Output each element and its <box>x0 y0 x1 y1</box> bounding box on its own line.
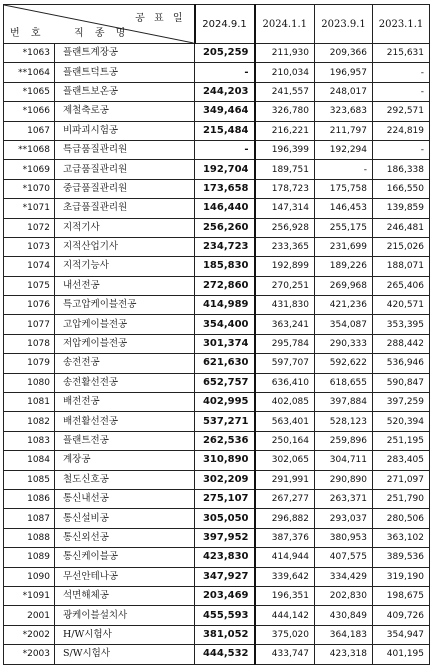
wage-2024-9-1: 272,860 <box>195 276 255 295</box>
wage-2024-9-1: 397,952 <box>195 528 255 547</box>
wage-2024-1-1: 256,928 <box>255 218 315 237</box>
job-name: 고압케이블전공 <box>55 315 195 334</box>
job-code: *1066 <box>4 102 55 121</box>
job-code: 2001 <box>4 606 55 625</box>
wage-2024-9-1: 537,271 <box>195 412 255 431</box>
wage-2023-1-1: 353,395 <box>373 315 430 334</box>
wage-2024-1-1: 291,991 <box>255 470 315 489</box>
wage-2023-9-1: 290,333 <box>315 334 373 353</box>
job-name: 플랜트계장공 <box>55 44 195 63</box>
job-name: 저압케이블전공 <box>55 334 195 353</box>
wage-2024-1-1: 433,747 <box>255 645 315 664</box>
job-code: *1070 <box>4 179 55 198</box>
job-name-label: 직 종 명 <box>74 28 130 39</box>
wage-2024-1-1: 211,930 <box>255 44 315 63</box>
wage-2024-9-1: 402,995 <box>195 393 255 412</box>
wage-2023-9-1: 407,575 <box>315 548 373 567</box>
wage-2023-1-1: 363,102 <box>373 528 430 547</box>
job-code: 1082 <box>4 412 55 431</box>
job-code: *2003 <box>4 645 55 664</box>
wage-2023-1-1: 397,259 <box>373 393 430 412</box>
job-code: 1078 <box>4 334 55 353</box>
job-code: *1071 <box>4 199 55 218</box>
table-body <box>4 44 430 665</box>
wage-2023-1-1: 251,790 <box>373 489 430 508</box>
wage-2024-9-1: 305,050 <box>195 509 255 528</box>
table-row <box>4 63 430 82</box>
wage-2023-9-1: 202,830 <box>315 586 373 605</box>
wage-2024-1-1: 363,241 <box>255 315 315 334</box>
job-name: 통신케이블공 <box>55 548 195 567</box>
wage-2024-9-1: 215,484 <box>195 121 255 140</box>
job-code: 1073 <box>4 237 55 256</box>
table-row <box>4 296 430 315</box>
table-row <box>4 237 430 256</box>
wage-2023-9-1: 354,087 <box>315 315 373 334</box>
job-code: 1089 <box>4 548 55 567</box>
wage-2024-9-1: 301,374 <box>195 334 255 353</box>
announce-date-label: 공 표 일 <box>135 13 186 24</box>
date-header-1: 2024.9.1 <box>195 5 255 44</box>
job-code: *1065 <box>4 82 55 101</box>
job-name: 초급품질관리원 <box>55 199 195 218</box>
table-row <box>4 82 430 101</box>
wage-2024-1-1: 444,142 <box>255 606 315 625</box>
job-code: 1090 <box>4 567 55 586</box>
table-row <box>4 606 430 625</box>
wage-2023-1-1: 186,338 <box>373 160 430 179</box>
wage-2024-9-1: 185,830 <box>195 257 255 276</box>
wage-2023-1-1: 139,859 <box>373 199 430 218</box>
wage-2024-1-1: 241,557 <box>255 82 315 101</box>
wage-2023-9-1: 209,366 <box>315 44 373 63</box>
wage-2023-1-1: 319,190 <box>373 567 430 586</box>
job-code: 1085 <box>4 470 55 489</box>
table-row <box>4 470 430 489</box>
job-code: 1084 <box>4 451 55 470</box>
wage-2023-1-1: - <box>373 82 430 101</box>
header-diagonal-cell <box>4 5 195 44</box>
job-name: 비파괴시험공 <box>55 121 195 140</box>
wage-2024-1-1: 387,376 <box>255 528 315 547</box>
job-name: S/W시험사 <box>55 645 195 664</box>
date-header-4: 2023.1.1 <box>373 5 430 44</box>
table-row <box>4 44 430 63</box>
wage-2024-1-1: 597,707 <box>255 354 315 373</box>
wage-2023-1-1: 401,195 <box>373 645 430 664</box>
wage-2023-9-1: 146,453 <box>315 199 373 218</box>
wage-2023-9-1: 397,884 <box>315 393 373 412</box>
job-name: 통신설비공 <box>55 509 195 528</box>
wage-2023-9-1: 248,017 <box>315 82 373 101</box>
wage-2023-9-1: 364,183 <box>315 625 373 644</box>
job-name: 계장공 <box>55 451 195 470</box>
job-name: 고급품질관리원 <box>55 160 195 179</box>
wage-2023-1-1: 246,481 <box>373 218 430 237</box>
wage-2024-9-1: 349,464 <box>195 102 255 121</box>
wage-2023-1-1: 590,847 <box>373 373 430 392</box>
job-name: 송전활선전공 <box>55 373 195 392</box>
wage-2023-1-1: 389,536 <box>373 548 430 567</box>
wage-2024-9-1: 146,440 <box>195 199 255 218</box>
table-row <box>4 179 430 198</box>
wage-2023-1-1: 520,394 <box>373 412 430 431</box>
job-code: **1068 <box>4 140 55 159</box>
job-name: 배전전공 <box>55 393 195 412</box>
wage-2023-1-1: 265,406 <box>373 276 430 295</box>
wage-2024-1-1: 295,784 <box>255 334 315 353</box>
job-name: 특급품질관리원 <box>55 140 195 159</box>
wage-2024-9-1: 347,927 <box>195 567 255 586</box>
wage-2024-9-1: - <box>195 140 255 159</box>
wage-2023-1-1: 224,819 <box>373 121 430 140</box>
job-name: 광케이블설치사 <box>55 606 195 625</box>
wage-2023-1-1: 536,946 <box>373 354 430 373</box>
wage-2024-1-1: 196,399 <box>255 140 315 159</box>
wage-2024-1-1: 210,034 <box>255 63 315 82</box>
job-code: *1091 <box>4 586 55 605</box>
wage-2023-9-1: 290,890 <box>315 470 373 489</box>
wage-2024-9-1: 302,209 <box>195 470 255 489</box>
wage-2024-9-1: 244,203 <box>195 82 255 101</box>
wage-2023-9-1: 192,294 <box>315 140 373 159</box>
table-row <box>4 625 430 644</box>
wage-2023-1-1: 251,195 <box>373 431 430 450</box>
job-name: 플랜트덕트공 <box>55 63 195 82</box>
job-name: 석면해체공 <box>55 586 195 605</box>
wage-2024-1-1: 375,020 <box>255 625 315 644</box>
wage-2024-1-1: 431,830 <box>255 296 315 315</box>
table-row <box>4 334 430 353</box>
wage-2024-9-1: 262,536 <box>195 431 255 450</box>
wage-2024-1-1: 192,899 <box>255 257 315 276</box>
header-row <box>4 5 430 44</box>
job-code: 1087 <box>4 509 55 528</box>
table-row <box>4 393 430 412</box>
wage-2023-1-1: 354,947 <box>373 625 430 644</box>
job-code: 1080 <box>4 373 55 392</box>
wage-2023-9-1: 380,953 <box>315 528 373 547</box>
wage-2023-1-1: 271,097 <box>373 470 430 489</box>
table-row <box>4 412 430 431</box>
wage-2023-1-1: 292,571 <box>373 102 430 121</box>
wage-2023-1-1: - <box>373 63 430 82</box>
wage-2024-1-1: 636,410 <box>255 373 315 392</box>
job-name: 무선안테나공 <box>55 567 195 586</box>
job-name: 지적기사 <box>55 218 195 237</box>
wage-2023-9-1: 175,758 <box>315 179 373 198</box>
wage-2024-9-1: 234,723 <box>195 237 255 256</box>
wage-2023-9-1: 269,968 <box>315 276 373 295</box>
wage-2023-1-1: 288,442 <box>373 334 430 353</box>
table-row <box>4 218 430 237</box>
job-name: 배전활선전공 <box>55 412 195 431</box>
job-name: 제철축로공 <box>55 102 195 121</box>
job-code: 1067 <box>4 121 55 140</box>
wage-2024-1-1: 147,314 <box>255 199 315 218</box>
wage-2024-1-1: 339,642 <box>255 567 315 586</box>
job-name: 중급품질관리원 <box>55 179 195 198</box>
table-row <box>4 451 430 470</box>
wage-2024-1-1: 402,085 <box>255 393 315 412</box>
job-code: 1072 <box>4 218 55 237</box>
job-name: 송전전공 <box>55 354 195 373</box>
wage-2024-9-1: 381,052 <box>195 625 255 644</box>
job-code: 1083 <box>4 431 55 450</box>
job-name: 플랜트보온공 <box>55 82 195 101</box>
wage-2023-1-1: 283,405 <box>373 451 430 470</box>
wage-2023-9-1: 528,123 <box>315 412 373 431</box>
wage-2023-9-1: 255,175 <box>315 218 373 237</box>
wage-2024-9-1: 205,259 <box>195 44 255 63</box>
job-code: *1063 <box>4 44 55 63</box>
wage-2023-9-1: 231,699 <box>315 237 373 256</box>
wage-2024-1-1: 178,723 <box>255 179 315 198</box>
table-row <box>4 199 430 218</box>
wage-2024-1-1: 326,780 <box>255 102 315 121</box>
wage-2023-1-1: 420,571 <box>373 296 430 315</box>
job-name: 지적산업기사 <box>55 237 195 256</box>
wage-2024-1-1: 250,164 <box>255 431 315 450</box>
table-row <box>4 160 430 179</box>
table-row <box>4 102 430 121</box>
wage-2024-1-1: 189,751 <box>255 160 315 179</box>
wage-2024-9-1: 203,469 <box>195 586 255 605</box>
wage-2024-1-1: 216,221 <box>255 121 315 140</box>
table-row <box>4 373 430 392</box>
table-row <box>4 315 430 334</box>
job-name: 지적기능사 <box>55 257 195 276</box>
wage-2023-9-1: 618,655 <box>315 373 373 392</box>
job-name: 통신외선공 <box>55 528 195 547</box>
wage-2023-9-1: 430,849 <box>315 606 373 625</box>
wage-2024-9-1: 652,757 <box>195 373 255 392</box>
code-label: 번 호 <box>10 28 45 39</box>
table-row <box>4 509 430 528</box>
job-code: 1075 <box>4 276 55 295</box>
job-code: *1069 <box>4 160 55 179</box>
wage-2023-1-1: 215,631 <box>373 44 430 63</box>
job-name: 특고압케이블전공 <box>55 296 195 315</box>
wage-2023-1-1: 409,726 <box>373 606 430 625</box>
wage-2024-1-1: 414,944 <box>255 548 315 567</box>
job-code: **1064 <box>4 63 55 82</box>
wage-2023-1-1: - <box>373 140 430 159</box>
job-code: 1074 <box>4 257 55 276</box>
job-code: 1076 <box>4 296 55 315</box>
table-row <box>4 140 430 159</box>
wage-2024-1-1: 270,251 <box>255 276 315 295</box>
wage-2024-9-1: 455,593 <box>195 606 255 625</box>
table-row <box>4 354 430 373</box>
wage-2024-9-1: 354,400 <box>195 315 255 334</box>
wage-2023-9-1: 196,957 <box>315 63 373 82</box>
wage-2024-1-1: 302,065 <box>255 451 315 470</box>
wage-2024-9-1: 621,630 <box>195 354 255 373</box>
job-name: 통신내선공 <box>55 489 195 508</box>
wage-2023-9-1: 293,037 <box>315 509 373 528</box>
job-name: H/W시험사 <box>55 625 195 644</box>
wage-2024-9-1: 414,989 <box>195 296 255 315</box>
wage-2023-9-1: 423,318 <box>315 645 373 664</box>
wage-2023-1-1: 280,506 <box>373 509 430 528</box>
wage-2023-9-1: 259,896 <box>315 431 373 450</box>
job-code: 1086 <box>4 489 55 508</box>
wage-2023-1-1: 188,071 <box>373 257 430 276</box>
table-row <box>4 586 430 605</box>
table-row <box>4 528 430 547</box>
job-name: 내선전공 <box>55 276 195 295</box>
job-code: 1088 <box>4 528 55 547</box>
wage-2024-9-1: 444,532 <box>195 645 255 664</box>
table-row <box>4 276 430 295</box>
table-row <box>4 567 430 586</box>
date-header-2: 2024.1.1 <box>255 5 315 44</box>
wage-2024-1-1: 563,401 <box>255 412 315 431</box>
job-code: *2002 <box>4 625 55 644</box>
table-row <box>4 548 430 567</box>
job-name: 플랜트전공 <box>55 431 195 450</box>
date-header-3: 2023.9.1 <box>315 5 373 44</box>
wage-table <box>3 4 430 665</box>
wage-2023-1-1: 166,550 <box>373 179 430 198</box>
wage-2024-9-1: 256,260 <box>195 218 255 237</box>
job-code: 1079 <box>4 354 55 373</box>
wage-2024-9-1: 192,704 <box>195 160 255 179</box>
wage-2023-9-1: - <box>315 160 373 179</box>
wage-2024-1-1: 267,277 <box>255 489 315 508</box>
wage-2024-1-1: 233,365 <box>255 237 315 256</box>
wage-2024-9-1: - <box>195 63 255 82</box>
wage-2024-1-1: 296,882 <box>255 509 315 528</box>
table-row <box>4 257 430 276</box>
job-code: 1081 <box>4 393 55 412</box>
wage-2023-9-1: 304,711 <box>315 451 373 470</box>
table-row <box>4 489 430 508</box>
job-name: 철도신호공 <box>55 470 195 489</box>
table-row <box>4 121 430 140</box>
table-row <box>4 645 430 664</box>
wage-2024-9-1: 275,107 <box>195 489 255 508</box>
wage-2023-9-1: 421,236 <box>315 296 373 315</box>
wage-2024-9-1: 310,890 <box>195 451 255 470</box>
wage-2023-9-1: 263,371 <box>315 489 373 508</box>
wage-2023-9-1: 334,429 <box>315 567 373 586</box>
wage-2023-9-1: 211,797 <box>315 121 373 140</box>
wage-2023-9-1: 323,683 <box>315 102 373 121</box>
job-code: 1077 <box>4 315 55 334</box>
wage-2024-1-1: 196,351 <box>255 586 315 605</box>
wage-2024-9-1: 423,830 <box>195 548 255 567</box>
table-row <box>4 431 430 450</box>
wage-2023-1-1: 215,026 <box>373 237 430 256</box>
wage-2023-9-1: 592,622 <box>315 354 373 373</box>
wage-2023-9-1: 189,226 <box>315 257 373 276</box>
wage-2023-1-1: 198,675 <box>373 586 430 605</box>
wage-2024-9-1: 173,658 <box>195 179 255 198</box>
